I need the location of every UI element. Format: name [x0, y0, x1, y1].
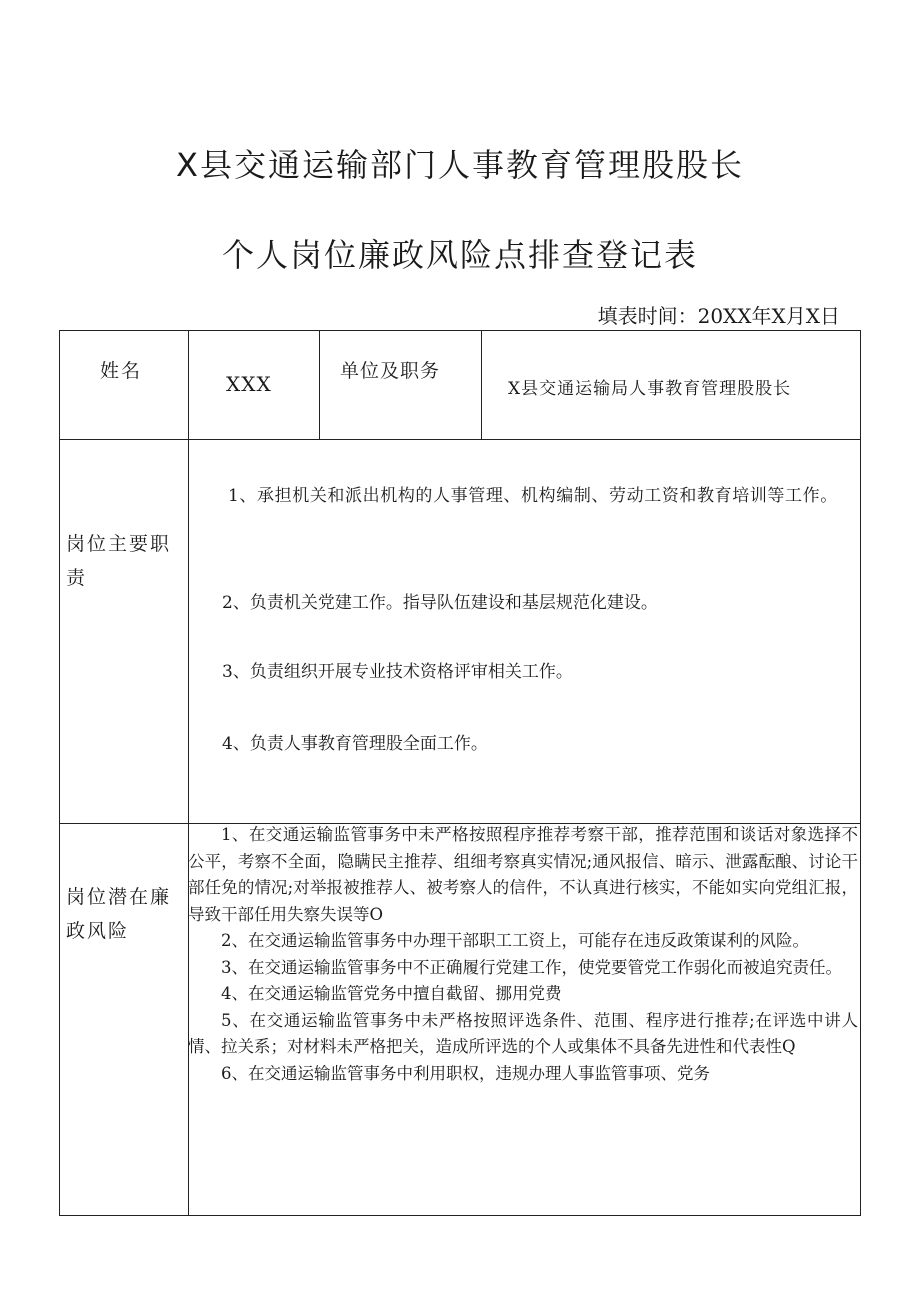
duty-item: 3、负责组织开展专业技术资格评审相关工作。	[222, 662, 573, 682]
risk-item: 6、在交通运输监管事务中利用职权，违规办理人事监管事项、党务	[221, 1063, 710, 1083]
column-divider	[319, 331, 320, 439]
document-title-line-1: X县交通运输部门人事教育管理股股长	[176, 146, 744, 184]
risk-item: 1、在交通运输监管事务中未严格按照程序推荐考察干部，推荐范围和谈话对象选择不公平，考察不全面，隐瞒民主推荐、组细考察真实情况;通风报信、暗示、泄露酝酿、讨论干部任免的情况;对举报被推荐人、被考察人的信件，不认真进行核实，不能如实向党组汇报，导致干部任用失察失误等O	[188, 825, 858, 924]
position-label: 单位及职务	[340, 360, 441, 382]
fill-date: 填表时间：20XX年X月X日	[597, 304, 840, 328]
document-title-line-2: 个人岗位廉政风险点排查登记表	[221, 236, 698, 274]
risk-list	[188, 822, 858, 1087]
risk-item: 3、在交通运输监管事务中不正确履行党建工作，使党要管党工作弱化而被追究责任。	[221, 957, 842, 977]
name-label: 姓名	[100, 360, 143, 382]
risk-item: 4、在交通运输监管党务中擅自截留、挪用党费	[221, 984, 562, 1003]
column-divider	[481, 331, 482, 439]
risks-label: 岗位潜在廉政风险	[66, 886, 172, 942]
risk-item: 5、在交通运输监管事务中未严格按照评选条件、范围、程序进行推荐;在评选中讲人情、拉关系；对材料未严格把关，造成所评选的个人或集体不具备先进性和代表性Q	[188, 1010, 858, 1056]
row-divider	[60, 439, 860, 440]
name-value: XXX	[226, 372, 272, 396]
duty-item: 1、承担机关和派出机构的人事管理、机构编制、劳动工资和教育培训等工作。	[228, 486, 838, 506]
duty-item: 2、负责机关党建工作。指导队伍建设和基层规范化建设。	[222, 593, 658, 613]
duties-label: 岗位主要职责	[66, 533, 172, 589]
duty-item: 4、负责人事教育管理股全面工作。	[222, 734, 488, 754]
risk-item: 2、在交通运输监管事务中办理干部职工工资上，可能存在违反政策谋利的风险。	[221, 931, 809, 950]
position-value: X县交通运输局人事教育管理股股长	[508, 379, 792, 399]
